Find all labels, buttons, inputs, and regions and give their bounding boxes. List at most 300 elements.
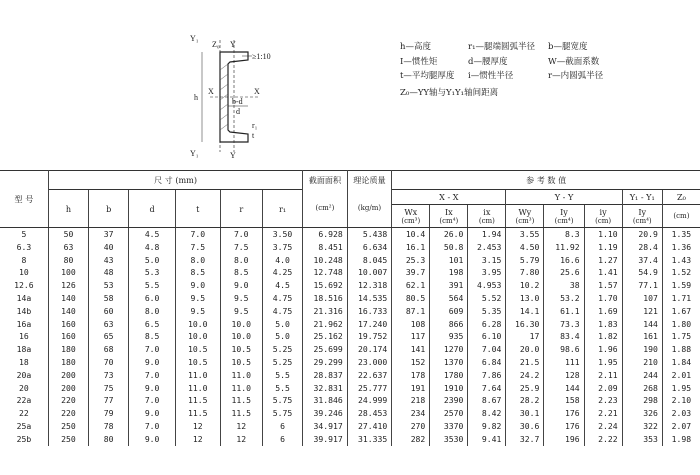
table-cell: 1270 xyxy=(430,343,468,356)
table-cell: 12 xyxy=(176,433,221,446)
table-cell: 7.0 xyxy=(176,228,221,241)
table-cell: 1.71 xyxy=(662,292,700,305)
table-cell: 3370 xyxy=(430,420,468,433)
table-cell: 1370 xyxy=(430,356,468,369)
table-cell: 10.0 xyxy=(176,330,221,343)
diagram-label-z0: Z₀ xyxy=(212,40,220,49)
table-cell: 117 xyxy=(392,330,430,343)
table-cell: 140 xyxy=(48,305,88,318)
diagram-label-y1-bottom: Y₁ xyxy=(190,149,199,158)
table-cell: 14.535 xyxy=(347,292,392,305)
legend-item: I—惯性矩 xyxy=(400,56,438,67)
table-cell: 1.52 xyxy=(662,266,700,279)
table-row xyxy=(0,433,700,446)
table-cell: 108 xyxy=(392,318,430,331)
table-cell: 80 xyxy=(89,433,129,446)
table-cell: 7.0 xyxy=(129,394,176,407)
table-cell: 3.95 xyxy=(468,266,506,279)
table-cell: 20.174 xyxy=(347,343,392,356)
table-cell: 75 xyxy=(89,382,129,395)
table-cell: 23.000 xyxy=(347,356,392,369)
diagram-label-d: d xyxy=(236,107,240,116)
table-cell: 268 xyxy=(622,382,662,395)
table-cell: 1.83 xyxy=(584,318,622,331)
table-cell: 10 xyxy=(19,267,29,278)
header-ref: 参 考 数 值 xyxy=(392,171,700,190)
header-b: b xyxy=(89,190,129,228)
table-cell: 31.846 xyxy=(303,394,348,407)
table-cell: 2.24 xyxy=(584,420,622,433)
table-cell: 13.0 xyxy=(506,292,544,305)
table-cell: 10.5 xyxy=(176,356,221,369)
table-cell: 564 xyxy=(430,292,468,305)
table-cell: 7.04 xyxy=(468,343,506,356)
table-cell: 83.4 xyxy=(544,330,584,343)
table-cell: 2.07 xyxy=(662,420,700,433)
table-cell: 353 xyxy=(622,433,662,446)
table-cell: 10.5 xyxy=(220,343,262,356)
table-cell: 4.953 xyxy=(468,279,506,292)
table-cell: 4.8 xyxy=(129,241,176,254)
table-cell: 1.43 xyxy=(662,254,700,267)
table-cell: 3.55 xyxy=(506,228,544,241)
header-r: r xyxy=(220,190,262,228)
table-cell: 17.240 xyxy=(347,318,392,331)
table-cell: 73 xyxy=(89,369,129,382)
table-row xyxy=(0,369,700,382)
table-cell: 1.94 xyxy=(468,228,506,241)
table-cell: 250 xyxy=(48,433,88,446)
table-cell: 866 xyxy=(430,318,468,331)
table-cell: 176 xyxy=(544,407,584,420)
table-cell: 21.5 xyxy=(506,356,544,369)
diagram-label-y-top: Y xyxy=(230,40,236,49)
table-cell: 9.0 xyxy=(129,407,176,420)
table-cell: 28.837 xyxy=(303,369,348,382)
table-cell: 25.777 xyxy=(347,382,392,395)
table-cell: 298 xyxy=(622,394,662,407)
table-cell: 14a xyxy=(16,292,32,303)
table-cell: 16.6 xyxy=(544,254,584,267)
table-cell: 63 xyxy=(48,241,88,254)
table-cell: 10.007 xyxy=(347,266,392,279)
table-cell: 8.0 xyxy=(220,254,262,267)
table-cell: 5.0 xyxy=(262,330,302,343)
table-cell: 6.5 xyxy=(129,318,176,331)
table-cell: 25.6 xyxy=(544,266,584,279)
table-cell: 1.19 xyxy=(584,241,622,254)
table-cell: 161 xyxy=(622,330,662,343)
table-cell: 24.999 xyxy=(347,394,392,407)
table-cell: 25b xyxy=(16,433,32,444)
table-cell: 220 xyxy=(48,407,88,420)
table-cell: 10.5 xyxy=(176,343,221,356)
table-row xyxy=(0,318,700,331)
table-cell: 200 xyxy=(48,369,88,382)
table-cell: 190 xyxy=(622,343,662,356)
table-cell: 609 xyxy=(430,305,468,318)
table-cell: 234 xyxy=(392,407,430,420)
legend-row xyxy=(400,40,700,55)
table-cell: 8.67 xyxy=(468,394,506,407)
table-cell: 220 xyxy=(48,394,88,407)
table-cell: 8.5 xyxy=(220,266,262,279)
table-cell: 18.516 xyxy=(303,292,348,305)
table-cell: 244 xyxy=(622,369,662,382)
table-cell: 22 xyxy=(19,408,29,419)
table-cell: 391 xyxy=(430,279,468,292)
table-cell: 9.5 xyxy=(220,292,262,305)
table-cell: 100 xyxy=(48,266,88,279)
table-cell: 196 xyxy=(544,433,584,446)
table-cell: 22a xyxy=(16,395,32,406)
diagram-label-t: t xyxy=(252,131,255,140)
table-row xyxy=(0,266,700,279)
table-cell: 6.3 xyxy=(16,241,32,252)
table-cell: 2570 xyxy=(430,407,468,420)
table-cell: 18a xyxy=(16,344,32,355)
table-row xyxy=(0,241,700,254)
table-cell: 10.4 xyxy=(392,228,430,241)
table-cell: 6.928 xyxy=(303,228,348,241)
table-row xyxy=(0,279,700,292)
table-cell: 144 xyxy=(622,318,662,331)
table-cell: 326 xyxy=(622,407,662,420)
header-ix-big: Ix (cm⁴) xyxy=(430,205,468,228)
table-cell: 79 xyxy=(89,407,129,420)
table-cell: 5.438 xyxy=(347,228,392,241)
table-cell: 1780 xyxy=(430,369,468,382)
table-cell: 2.03 xyxy=(662,407,700,420)
table-row xyxy=(0,407,700,420)
table-cell: 210 xyxy=(622,356,662,369)
table-cell: 50.8 xyxy=(430,241,468,254)
table-cell: 39.246 xyxy=(303,407,348,420)
legend-row xyxy=(400,55,700,70)
table-cell: 16.1 xyxy=(392,241,430,254)
table-cell: 30.6 xyxy=(506,420,544,433)
table-cell: 25a xyxy=(16,420,32,431)
table-cell: 9.0 xyxy=(220,279,262,292)
diagram-label-slope: ≥1:10 xyxy=(252,52,271,61)
table-cell: 80.5 xyxy=(392,292,430,305)
table-cell: 10.2 xyxy=(506,279,544,292)
table-cell: 5.3 xyxy=(129,266,176,279)
legend-item: t—平均腿厚度 xyxy=(400,71,455,81)
table-cell: 11.0 xyxy=(220,382,262,395)
table-cell: 160 xyxy=(48,318,88,331)
table-cell: 25.9 xyxy=(506,382,544,395)
table-cell: 152 xyxy=(392,356,430,369)
table-cell: 50 xyxy=(48,228,88,241)
table-cell: 20a xyxy=(16,369,32,380)
table-cell: 5.35 xyxy=(468,305,506,318)
header-z0: Z₀ xyxy=(662,190,700,205)
table-body xyxy=(0,228,700,446)
header-d: d xyxy=(129,190,176,228)
table-cell: 9.5 xyxy=(176,292,221,305)
table-cell: 1.59 xyxy=(662,279,700,292)
table-cell: 1.35 xyxy=(662,228,700,241)
table-cell: 935 xyxy=(430,330,468,343)
table-cell: 30.1 xyxy=(506,407,544,420)
table-cell: 14.1 xyxy=(506,305,544,318)
table-cell: 77 xyxy=(89,394,129,407)
table-cell: 1.67 xyxy=(662,305,700,318)
legend-item: i—惯性半径 xyxy=(468,71,514,81)
table-cell: 8 xyxy=(21,254,27,265)
table-row xyxy=(0,305,700,318)
table-cell: 322 xyxy=(622,420,662,433)
table-cell: 1.69 xyxy=(584,305,622,318)
table-cell: 32.7 xyxy=(506,433,544,446)
table-cell: 9.82 xyxy=(468,420,506,433)
table-cell: 5 xyxy=(21,229,27,239)
table-cell: 25.699 xyxy=(303,343,348,356)
table-cell: 37 xyxy=(89,228,129,241)
header-iy1: Iy (cm⁴) xyxy=(622,205,662,228)
table-cell: 200 xyxy=(48,382,88,395)
table-cell: 20 xyxy=(19,382,29,393)
header-wx: Wx (cm³) xyxy=(392,205,430,228)
header-model: 型 号 xyxy=(0,171,48,228)
diagram-label-h: h xyxy=(194,93,198,102)
table-cell: 43 xyxy=(89,254,129,267)
table-cell: 24.2 xyxy=(506,369,544,382)
table-cell: 28.2 xyxy=(506,394,544,407)
header-wy: Wy (cm³) xyxy=(506,205,544,228)
table-cell: 198 xyxy=(430,266,468,279)
table-cell: 8.3 xyxy=(544,228,584,241)
diagram-label-b-minus-d: b-d xyxy=(232,97,243,106)
table-cell: 176 xyxy=(544,420,584,433)
table-cell: 5.79 xyxy=(506,254,544,267)
table-cell: 2.453 xyxy=(468,241,506,254)
table-cell: 27.410 xyxy=(347,420,392,433)
table-cell: 61.1 xyxy=(544,305,584,318)
header-dims: 尺 寸 (mm) xyxy=(48,171,302,190)
table-cell: 2.10 xyxy=(662,394,700,407)
legend-item: d—腰厚度 xyxy=(468,56,508,67)
table-cell: 10.248 xyxy=(303,254,348,267)
table-cell: 180 xyxy=(48,356,88,369)
table-cell: 98.6 xyxy=(544,343,584,356)
table-cell: 6.0 xyxy=(129,292,176,305)
table-cell: 3.50 xyxy=(262,228,302,241)
table-cell: 1.84 xyxy=(662,356,700,369)
table-row xyxy=(0,254,700,267)
table-cell: 160 xyxy=(48,330,88,343)
diagram-label-r1: r₁ xyxy=(252,121,258,130)
table-cell: 18 xyxy=(19,356,29,367)
table-cell: 8.0 xyxy=(176,254,221,267)
table-cell: 1.27 xyxy=(584,254,622,267)
table-cell: 11.5 xyxy=(176,407,221,420)
table-cell: 2.21 xyxy=(584,407,622,420)
table-row xyxy=(0,330,700,343)
table-cell: 6.84 xyxy=(468,356,506,369)
header-iy: iy (cm) xyxy=(584,205,622,228)
table-cell: 2390 xyxy=(430,394,468,407)
table-cell: 16a xyxy=(16,318,32,329)
table-row xyxy=(0,420,700,433)
table-cell: 4.5 xyxy=(129,228,176,241)
legend-row xyxy=(400,69,700,84)
header-area: 截面面积 xyxy=(303,171,348,190)
table-cell: 32.831 xyxy=(303,382,348,395)
table-cell: 16 xyxy=(19,331,29,342)
table-cell: 29.299 xyxy=(303,356,348,369)
table-cell: 270 xyxy=(392,420,430,433)
table-cell: 8.5 xyxy=(129,330,176,343)
table-cell: 12 xyxy=(220,433,262,446)
table-cell: 60 xyxy=(89,305,129,318)
table-cell: 178 xyxy=(392,369,430,382)
table-cell: 5.75 xyxy=(262,407,302,420)
table-cell: 2.01 xyxy=(662,369,700,382)
table-cell: 11.5 xyxy=(176,394,221,407)
table-cell: 12.318 xyxy=(347,279,392,292)
table-cell: 1.95 xyxy=(662,382,700,395)
table-cell: 8.451 xyxy=(303,241,348,254)
legend-item: h—高度 xyxy=(400,42,431,52)
table-cell: 11.5 xyxy=(220,407,262,420)
header-z0-unit: (cm) xyxy=(662,205,700,228)
table-cell: 87.1 xyxy=(392,305,430,318)
table-cell: 9.5 xyxy=(176,305,221,318)
table-cell: 1.70 xyxy=(584,292,622,305)
diagram-label-x-right: X xyxy=(254,87,260,96)
table-cell: 6 xyxy=(262,433,302,446)
table-cell: 63 xyxy=(89,318,129,331)
header-r1: r₁ xyxy=(262,190,302,228)
table-cell: 1910 xyxy=(430,382,468,395)
table-cell: 7.64 xyxy=(468,382,506,395)
table-cell: 7.0 xyxy=(220,228,262,241)
table-cell: 128 xyxy=(544,369,584,382)
table-cell: 1.80 xyxy=(662,318,700,331)
table-cell: 58 xyxy=(89,292,129,305)
table-cell: 3.15 xyxy=(468,254,506,267)
legend-item: r—内圆弧半径 xyxy=(548,71,604,81)
table-cell: 1.75 xyxy=(662,330,700,343)
table-cell: 8.0 xyxy=(129,305,176,318)
table-cell: 191 xyxy=(392,382,430,395)
diagram-label-x-left: X xyxy=(208,87,214,96)
table-cell: 11.0 xyxy=(220,369,262,382)
table-cell: 1.98 xyxy=(662,433,700,446)
table-cell: 4.5 xyxy=(262,279,302,292)
table-cell: 11.0 xyxy=(176,369,221,382)
table-cell: 9.0 xyxy=(129,356,176,369)
table-cell: 1.10 xyxy=(584,228,622,241)
table-cell: 12.6 xyxy=(14,280,34,291)
table-cell: 158 xyxy=(544,394,584,407)
table-cell: 5.5 xyxy=(262,382,302,395)
table-cell: 10.0 xyxy=(176,318,221,331)
table-cell: 65 xyxy=(89,330,129,343)
table-cell: 1.36 xyxy=(662,241,700,254)
table-cell: 8.045 xyxy=(347,254,392,267)
channel-steel-table xyxy=(0,170,700,446)
table-cell: 126 xyxy=(48,279,88,292)
table-cell: 26.0 xyxy=(430,228,468,241)
table-cell: 141 xyxy=(392,343,430,356)
table-cell: 4.0 xyxy=(262,254,302,267)
table-cell: 53 xyxy=(89,279,129,292)
table-cell: 54.9 xyxy=(622,266,662,279)
table-cell: 7.80 xyxy=(506,266,544,279)
table-cell: 5.5 xyxy=(129,279,176,292)
header-mass: 理论质量 xyxy=(347,171,392,190)
table-cell: 39.7 xyxy=(392,266,430,279)
table-cell: 12 xyxy=(176,420,221,433)
table-cell: 7.5 xyxy=(220,241,262,254)
table-cell: 14b xyxy=(16,305,32,316)
table-cell: 31.335 xyxy=(347,433,392,446)
table-cell: 15.692 xyxy=(303,279,348,292)
table-cell: 39.917 xyxy=(303,433,348,446)
table-cell: 16.30 xyxy=(506,318,544,331)
table-cell: 8.42 xyxy=(468,407,506,420)
table-cell: 20.9 xyxy=(622,228,662,241)
table-cell: 11.0 xyxy=(176,382,221,395)
table-cell: 1.41 xyxy=(584,266,622,279)
header-yy: Y - Y xyxy=(506,190,622,205)
table-row xyxy=(0,356,700,369)
table-cell: 121 xyxy=(622,305,662,318)
table-cell: 80 xyxy=(48,254,88,267)
table-cell: 6 xyxy=(262,420,302,433)
table-cell: 5.52 xyxy=(468,292,506,305)
table-cell: 9.0 xyxy=(129,382,176,395)
table-cell: 16.733 xyxy=(347,305,392,318)
table-cell: 78 xyxy=(89,420,129,433)
table-cell: 21.316 xyxy=(303,305,348,318)
table-cell: 1.96 xyxy=(584,343,622,356)
table-cell: 34.917 xyxy=(303,420,348,433)
table-cell: 2.09 xyxy=(584,382,622,395)
table-cell: 7.0 xyxy=(129,369,176,382)
table-cell: 62.1 xyxy=(392,279,430,292)
table-cell: 180 xyxy=(48,343,88,356)
table-cell: 53.2 xyxy=(544,292,584,305)
table-cell: 11.92 xyxy=(544,241,584,254)
table-cell: 218 xyxy=(392,394,430,407)
header-ix: ix (cm) xyxy=(468,205,506,228)
table-cell: 73.3 xyxy=(544,318,584,331)
table-cell: 25.162 xyxy=(303,330,348,343)
table-row xyxy=(0,343,700,356)
table-cell: 12 xyxy=(220,420,262,433)
table-cell: 28.4 xyxy=(622,241,662,254)
table-cell: 28.453 xyxy=(347,407,392,420)
legend-item: W—截面系数 xyxy=(548,56,600,67)
table-cell: 48 xyxy=(89,266,129,279)
table-cell: 40 xyxy=(89,241,129,254)
header-mass-unit: (kg/m) xyxy=(347,190,392,228)
diagram-label-y-bottom: Y xyxy=(230,151,236,160)
table-cell: 8.5 xyxy=(176,266,221,279)
symbol-legend xyxy=(400,40,700,100)
table-cell: 2.22 xyxy=(584,433,622,446)
channel-section-figure xyxy=(180,30,290,160)
table-cell: 5.25 xyxy=(262,343,302,356)
table-cell: 6.10 xyxy=(468,330,506,343)
table-cell: 282 xyxy=(392,433,430,446)
header-h: h xyxy=(48,190,88,228)
header-area-unit: (cm²) xyxy=(303,190,348,228)
